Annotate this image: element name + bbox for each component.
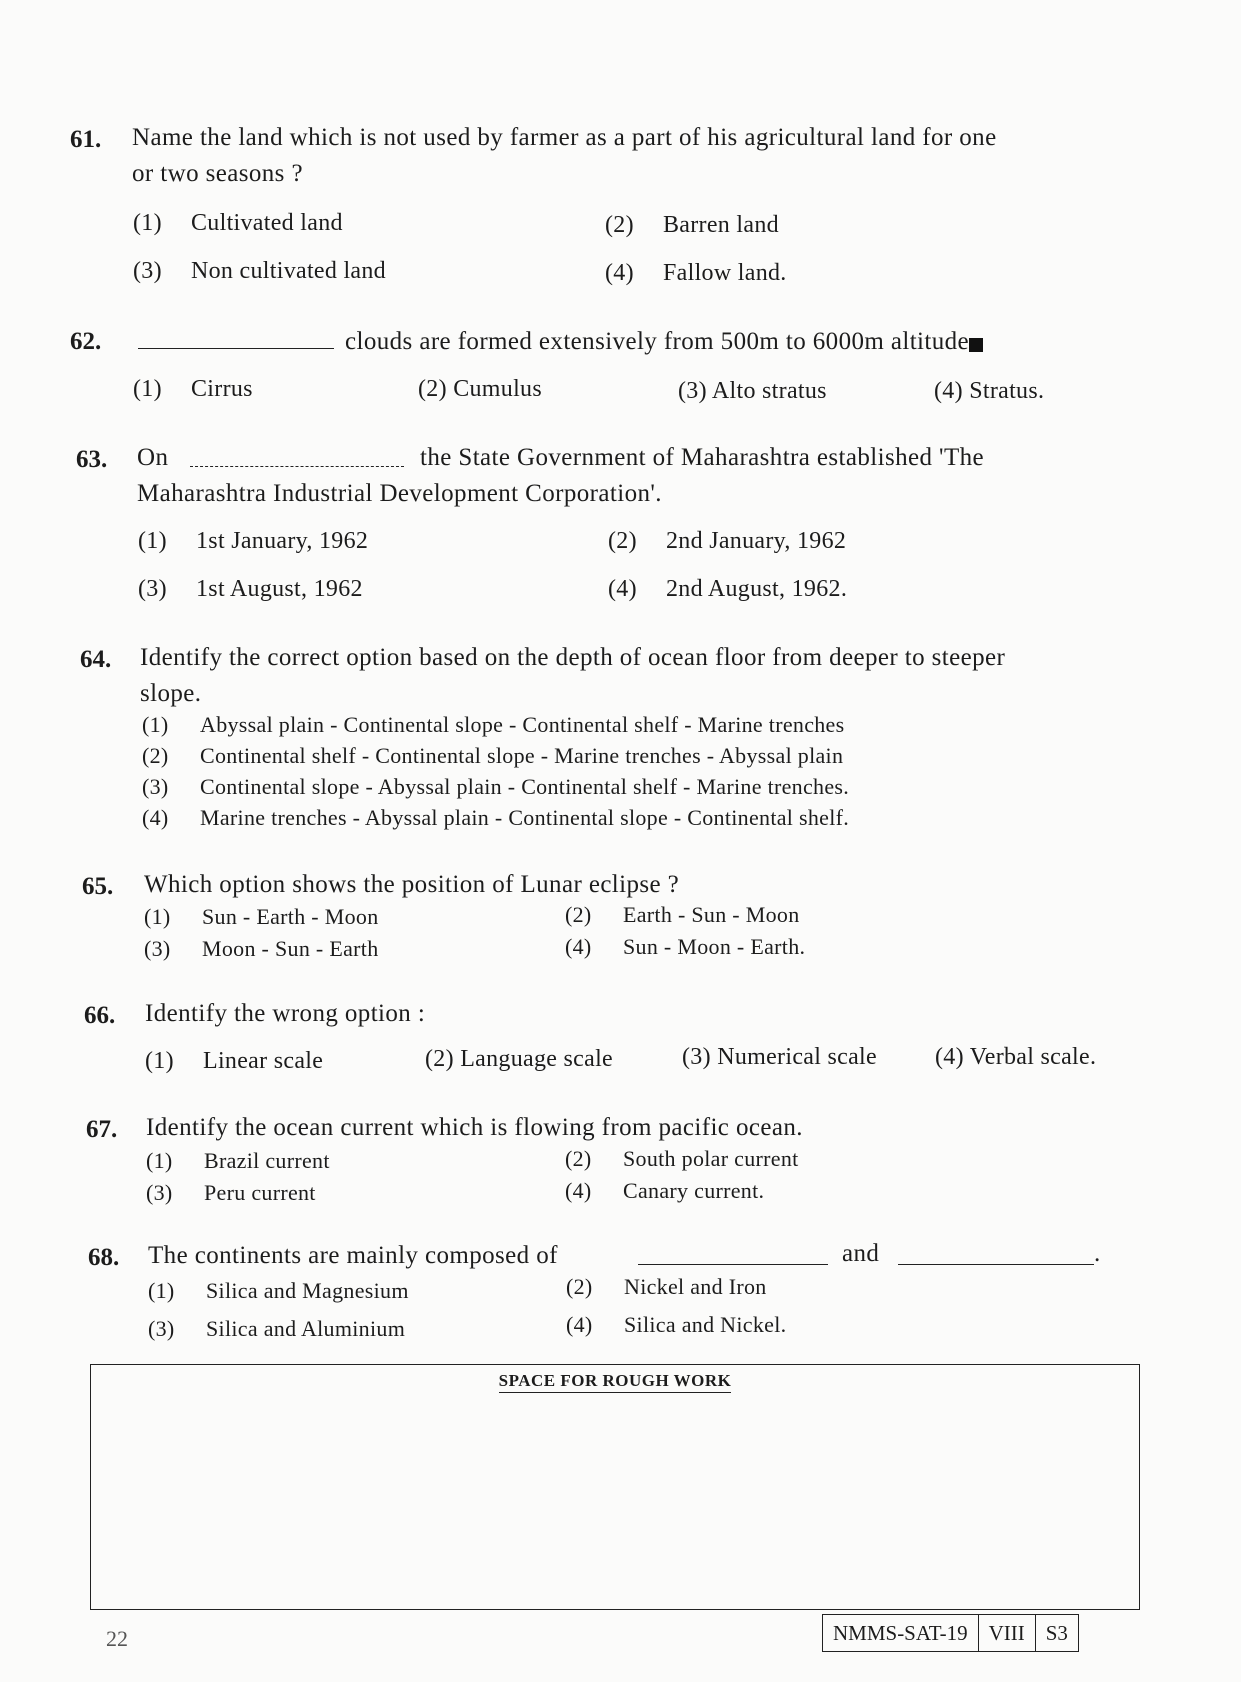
option: (3) Alto stratus [678,378,827,404]
answer-blank [638,1244,828,1265]
question-number: 64. [80,646,112,673]
question-text: Name the land which is not used by farmer as a part of his agricultural land for one [132,124,997,151]
question-number: 61. [70,126,102,153]
option: (1) Abyssal plain - Continental slope - Continental shelf - Marine trenches [142,712,845,737]
question-number: 65. [82,873,114,900]
option: (4) 2nd August, 1962. [608,576,848,602]
option: (3) Non cultivated land [133,258,386,284]
question-text: Identify the wrong option : [145,1000,426,1027]
option: (2) Cumulus [418,376,542,402]
option: (4) Canary current. [565,1178,765,1203]
option: (2) Continental shelf - Continental slope - Marine trenches - Abyssal plain [142,743,844,768]
question-number: 67. [86,1116,118,1143]
option: (4) Stratus. [934,378,1045,404]
question-text: the State Government of Maharashtra established 'The [420,444,985,471]
question-text: On [137,444,169,471]
option: (1) Brazil current [146,1148,330,1173]
option: (2) Earth - Sun - Moon [565,902,800,927]
option: (1) 1st January, 1962 [138,528,369,554]
question-number: 68. [88,1244,120,1271]
option: (2) Language scale [425,1046,613,1072]
answer-blank [138,328,334,349]
question-text: . [1094,1240,1101,1267]
answer-blank [898,1244,1094,1265]
rough-work-box [90,1364,1140,1610]
option: (3) 1st August, 1962 [138,576,363,602]
option: (2) 2nd January, 1962 [608,528,847,554]
option: (4) Sun - Moon - Earth. [565,934,806,959]
exam-code: NMMS-SAT-19 [823,1615,979,1651]
option: (1) Cultivated land [133,210,343,236]
rough-work-title: SPACE FOR ROUGH WORK [91,1371,1139,1391]
page-number: 22 [106,1626,128,1651]
option: (3) Moon - Sun - Earth [144,936,379,961]
question-text: and [842,1240,880,1267]
question-text: Maharashtra Industrial Development Corporation'. [137,480,662,507]
option: (1) Sun - Earth - Moon [144,904,379,929]
question-text: The continents are mainly composed of [148,1242,558,1269]
option: (4) Silica and Nickel. [566,1312,787,1337]
option: (4) Marine trenches - Abyssal plain - Continental slope - Continental shelf. [142,805,850,830]
exam-class: VIII [979,1615,1036,1651]
option: (2) South polar current [565,1146,799,1171]
answer-blank [190,446,404,467]
marker-icon [969,338,983,352]
option: (1) Cirrus [133,376,253,402]
option: (1) Silica and Magnesium [148,1278,409,1303]
exam-code-box [822,1614,1079,1652]
question-text: clouds are formed extensively from 500m to 6000m altitude [345,324,983,360]
question-text: Identify the correct option based on the depth of ocean floor from deeper to steeper [140,644,1006,671]
question-text: or two seasons ? [132,160,303,187]
option: (1) Linear scale [145,1048,324,1074]
option: (3) Numerical scale [682,1044,877,1070]
question-number: 63. [76,446,108,473]
option: (3) Silica and Aluminium [148,1316,406,1341]
question-number: 62. [70,328,102,355]
option: (2) Barren land [605,212,779,238]
question-text: Identify the ocean current which is flowing from pacific ocean. [146,1114,803,1141]
option: (3) Continental slope - Abyssal plain - Continental shelf - Marine trenches. [142,774,850,799]
option: (2) Nickel and Iron [566,1274,767,1299]
option: (4) Verbal scale. [935,1044,1097,1070]
question-text: Which option shows the position of Lunar eclipse ? [144,871,680,898]
option: (3) Peru current [146,1180,316,1205]
option: (4) Fallow land. [605,260,787,286]
exam-set: S3 [1045,1621,1068,1645]
question-text: slope. [140,680,202,707]
question-number: 66. [84,1002,116,1029]
